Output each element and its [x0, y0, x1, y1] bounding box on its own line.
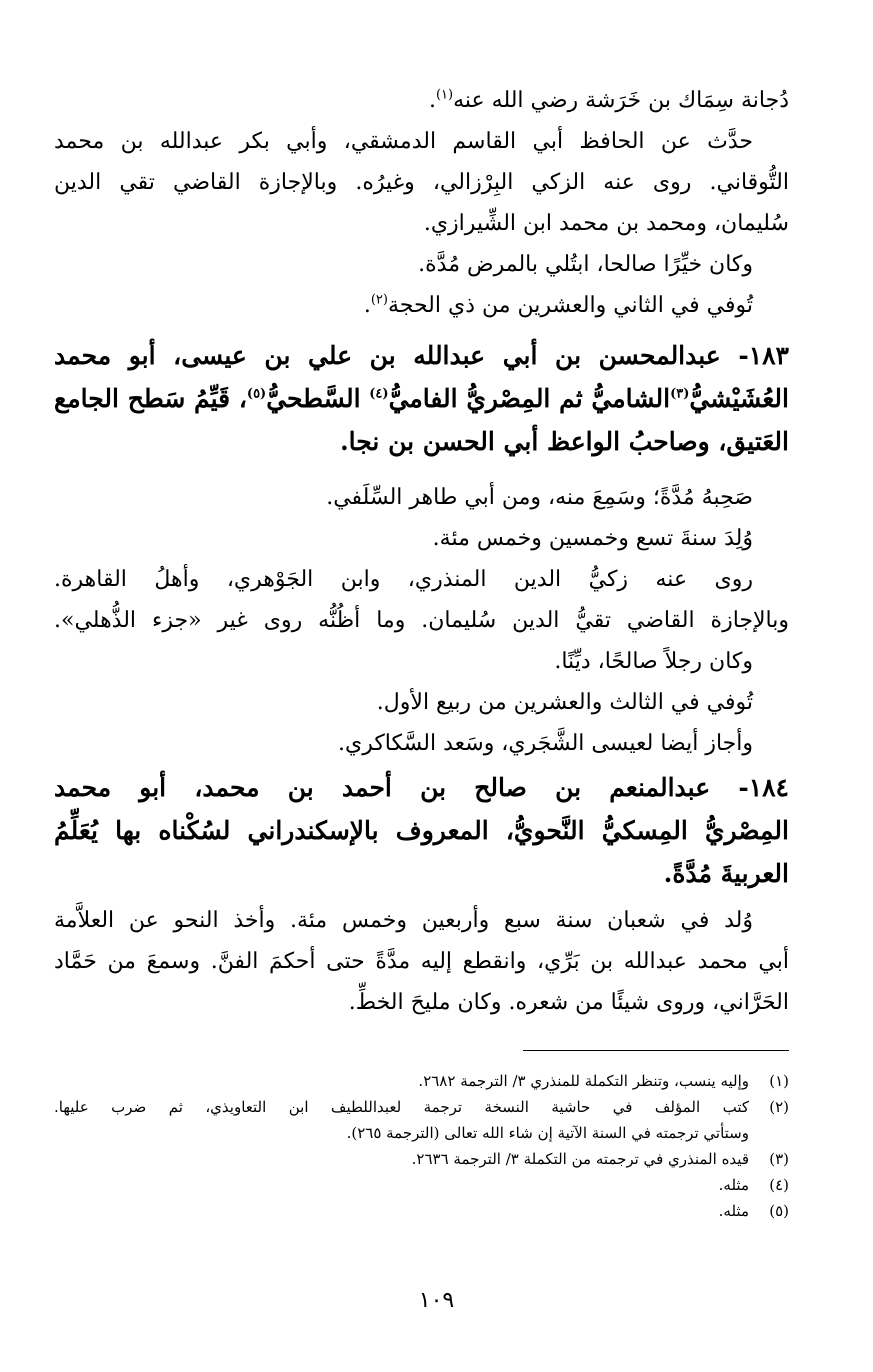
footnote-ref[interactable]: (١) — [435, 87, 454, 103]
entry-184-body — [54, 900, 789, 1023]
entry-heading-line: العربيةَ مُدَّةً. — [663, 859, 789, 888]
text-line: الحَرَّاني، وروى شيئًا من شعره. وكان مليحَ الخطِّ. — [348, 990, 789, 1015]
text-line: وُلد في شعبان سنة سبع وأربعين وخمس مئة. وأخذ النحو عن العلاَّمة — [54, 908, 753, 933]
text-line: صَحِبهُ مُدَّةً؛ وسَمِعَ منه، ومن أبي طاهر السِّلَفي. — [326, 485, 753, 510]
text-line: وبالإجازة القاضي تقيُّ الدين سُليمان. وما أظُنُّه روى غير «جزء الذُّهلي». — [54, 608, 789, 633]
footnote-text: قيده المنذري في ترجمته من التكملة ٣/ الترجمة ٢٦٣٦. — [411, 1150, 749, 1168]
footnote-text: مثله. — [718, 1202, 749, 1220]
entry-heading-line: العُشَيْشيُّ$^{(٣)}$الشاميُّ ثم المِصْريُّ الفاميُّ$^{(٤)}$ السَّطحيُّ$^{(٥)}$، قَيِّمُ سَطح الجامع — [53, 384, 789, 413]
footnote-ref[interactable]: (٥) — [246, 386, 267, 402]
footnote-number: (٣) — [769, 1150, 789, 1168]
footnote — [54, 1172, 789, 1198]
footnote-text: كتب المؤلف في حاشية النسخة ترجمة لعبداللطيف ابن التعاويذي، ثم ضرب عليها. — [54, 1098, 749, 1116]
entry-heading-line: العَتيق، وصاحبُ الواعظ أبي الحسن بن نجا. — [339, 427, 789, 456]
entry-184-heading — [54, 766, 789, 895]
main-text — [54, 80, 789, 326]
footnote — [54, 1068, 789, 1094]
footnotes — [54, 1068, 789, 1224]
text-line: وكان خيِّرًا صالحا، ابتُلي بالمرض مُدَّة. — [418, 252, 753, 277]
footnote-number: (١) — [769, 1072, 789, 1090]
text-line: سُليمان، ومحمد بن محمد ابن الشِّيرازي. — [423, 211, 789, 236]
text-line: دُجانة سِمَاك بن خَرَشة رضي الله عنه$^{(١)}$. — [428, 87, 789, 113]
page-number: ١٠٩ — [418, 1288, 455, 1313]
footnote-ref[interactable]: (٣) — [670, 386, 690, 402]
text-line: روى عنه زكيُّ الدين المنذري، وابن الجَوْهري، وأهلُ القاهرة. — [54, 567, 753, 592]
footnote-text: وإليه ينسب، وتنظر التكملة للمنذري ٣/ الترجمة ٢٦٨٢. — [418, 1072, 749, 1090]
footnote-ref[interactable]: (٢) — [370, 292, 388, 308]
entry-heading-line: المِصْريُّ المِسكيُّ النَّحويُّ، المعروف بالإسكندراني لسُكْناه بها يُعَلِّمُ — [54, 816, 789, 845]
text-line: تُوفي في الثاني والعشرين من ذي الحجة$^{(٢)}$. — [363, 292, 753, 318]
text-line: التُّوقاني. روى عنه الزكي البِرْزالي، وغيرُه. وبالإجازة القاضي تقي الدين — [54, 170, 789, 195]
text-line: حدَّث عن الحافظ أبي القاسم الدمشقي، وأبي بكر عبدالله بن محمد — [54, 129, 753, 154]
text-line: أبي محمد عبدالله بن بَرِّي، وانقطع إليه مدَّةً حتى أحكمَ الفنَّ. وسمعَ من حَمَّاد — [54, 949, 789, 974]
footnote-text: مثله. — [718, 1176, 749, 1194]
footnote-ref[interactable]: (٤) — [369, 386, 389, 402]
footnote-number: (٤) — [769, 1176, 789, 1194]
text-line: تُوفي في الثالث والعشرين من ربيع الأول. — [376, 690, 753, 715]
footnote — [54, 1146, 789, 1172]
footnote-continuation — [54, 1120, 789, 1146]
footnote-text: وستأتي ترجمته في السنة الآتية إن شاء الله تعالى (الترجمة ٢٦٥). — [346, 1124, 749, 1142]
footnote — [54, 1198, 789, 1224]
entry-heading-line: ١٨٣- عبدالمحسن بن أبي عبدالله بن علي بن عيسى، أبو محمد — [54, 341, 789, 370]
text-line: وأجاز أيضا لعيسى الشَّجَري، وسَعد السَّكاكري. — [337, 731, 753, 756]
entry-183-heading — [54, 334, 789, 463]
footnote — [54, 1094, 789, 1120]
entry-heading-line: ١٨٤- عبدالمنعم بن صالح بن أحمد بن محمد، أبو محمد — [54, 773, 789, 802]
entry-183-body — [54, 477, 789, 764]
footnote-separator — [523, 1050, 789, 1051]
footnote-number: (٥) — [769, 1202, 789, 1220]
text-line: وكان رجلاً صالحًا، ديِّنًا. — [554, 649, 753, 674]
text-line: وُلِدَ سنةَ تسع وخمسين وخمس مئة. — [432, 526, 753, 551]
footnote-number: (٢) — [769, 1098, 789, 1116]
